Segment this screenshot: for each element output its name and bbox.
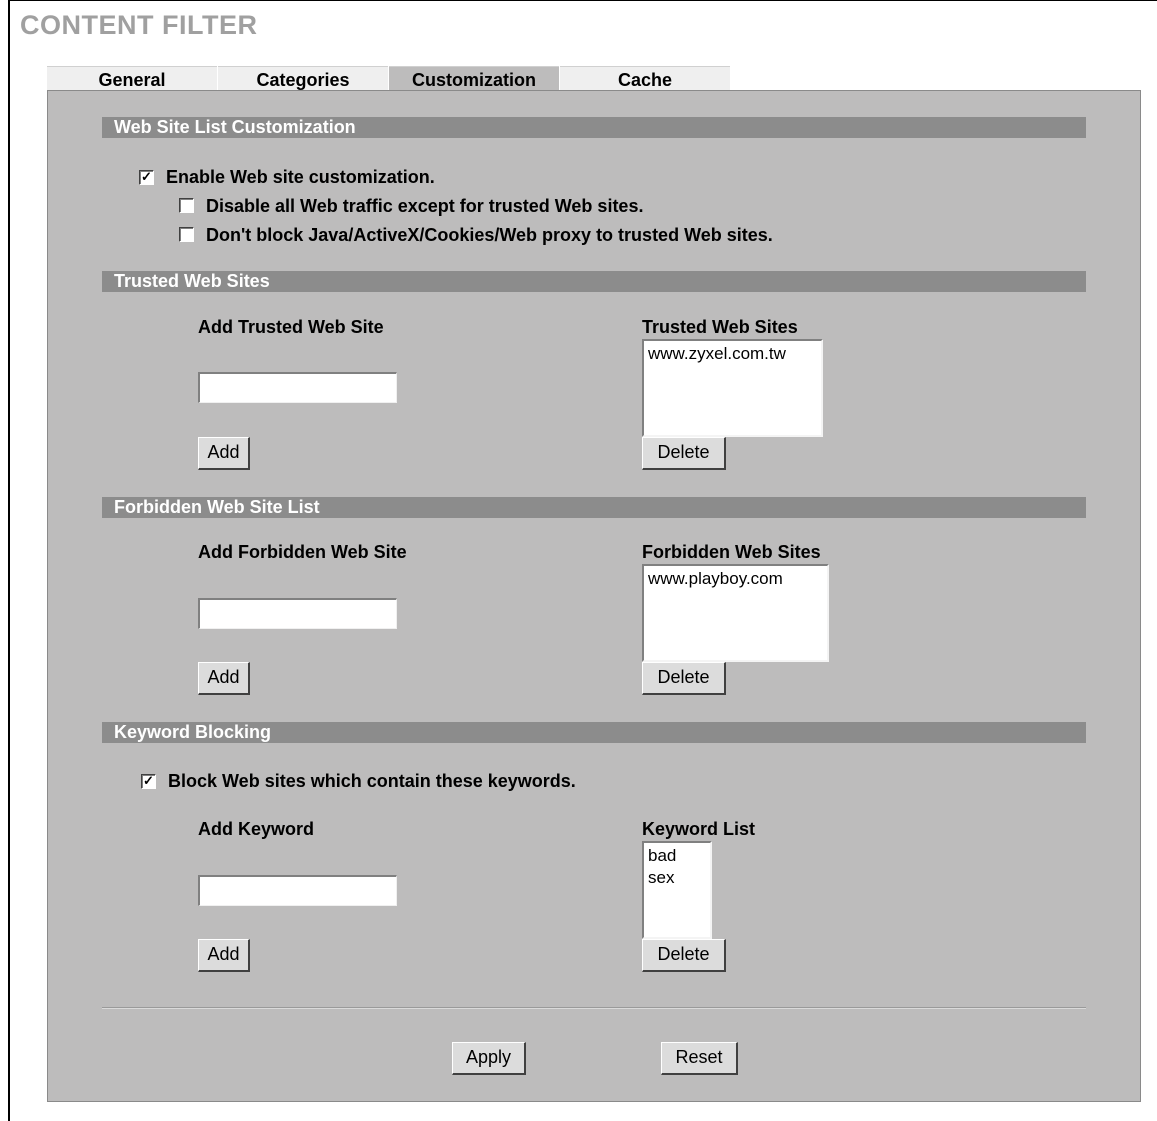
enable-customization-label: Enable Web site customization.	[166, 167, 435, 187]
add-keyword-button[interactable]: Add	[198, 939, 250, 972]
page-title: CONTENT FILTER	[20, 10, 258, 40]
window-frame-top	[8, 0, 1157, 1]
add-trusted-button[interactable]: Add	[198, 437, 250, 470]
list-item[interactable]: www.playboy.com	[648, 569, 783, 588]
list-item[interactable]: sex	[648, 868, 675, 887]
tab-customization[interactable]: Customization	[389, 66, 559, 90]
list-item[interactable]: www.zyxel.com.tw	[648, 344, 786, 363]
section-keyword-blocking: Keyword Blocking	[102, 722, 1086, 743]
section-trusted-web-sites: Trusted Web Sites	[102, 271, 1086, 292]
delete-trusted-button[interactable]: Delete	[642, 437, 726, 470]
keyword-list-label: Keyword List	[642, 819, 756, 839]
block-keywords-checkbox[interactable]: ✓	[141, 774, 156, 789]
enable-customization-checkbox[interactable]: ✓	[139, 170, 154, 185]
keyword-input[interactable]	[198, 875, 397, 906]
add-keyword-label: Add Keyword	[198, 819, 315, 839]
keyword-listbox[interactable]	[642, 841, 712, 939]
tab-categories[interactable]: Categories	[218, 66, 388, 90]
forbidden-list-label: Forbidden Web Sites	[642, 542, 821, 562]
tab-cache[interactable]: Cache	[560, 66, 730, 90]
forbidden-sites-listbox[interactable]	[642, 564, 829, 662]
section-web-site-list: Web Site List Customization	[102, 117, 1086, 138]
delete-keyword-button[interactable]: Delete	[642, 939, 726, 972]
forbidden-site-input[interactable]	[198, 598, 397, 629]
disable-all-traffic-checkbox[interactable]	[179, 198, 194, 213]
section-forbidden-web-sites: Forbidden Web Site List	[102, 497, 1086, 518]
tab-general[interactable]: General	[47, 66, 217, 90]
list-item[interactable]: bad	[648, 846, 677, 865]
dont-block-label: Don't block Java/ActiveX/Cookies/Web proxy to trusted Web sites.	[206, 225, 773, 245]
add-forbidden-label: Add Forbidden Web Site	[198, 542, 407, 562]
footer-divider-highlight	[102, 1008, 1086, 1009]
trusted-list-label: Trusted Web Sites	[642, 317, 798, 337]
dont-block-checkbox[interactable]	[179, 227, 194, 242]
delete-forbidden-button[interactable]: Delete	[642, 662, 726, 695]
apply-button[interactable]: Apply	[452, 1042, 526, 1075]
add-forbidden-button[interactable]: Add	[198, 662, 250, 695]
add-trusted-label: Add Trusted Web Site	[198, 317, 384, 337]
window-frame-left	[8, 0, 10, 1121]
trusted-sites-listbox[interactable]	[642, 339, 823, 437]
disable-all-traffic-label: Disable all Web traffic except for trusted Web sites.	[206, 196, 644, 216]
reset-button[interactable]: Reset	[661, 1042, 738, 1075]
trusted-site-input[interactable]	[198, 372, 397, 403]
block-keywords-label: Block Web sites which contain these keywords.	[168, 771, 576, 791]
